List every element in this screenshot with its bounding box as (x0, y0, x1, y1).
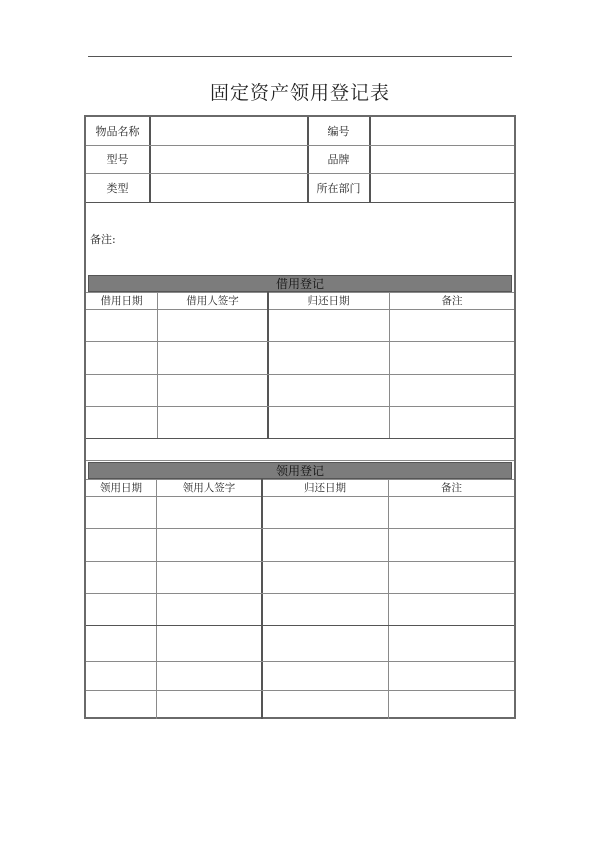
borrow-section-header: 借用登记 (88, 275, 512, 292)
number-field[interactable] (371, 118, 513, 144)
remarks-field[interactable] (126, 207, 510, 271)
borrow-row-line (86, 341, 514, 342)
receive-section-header: 领用登记 (88, 462, 512, 479)
receive-cell[interactable] (158, 497, 260, 527)
model-label: 型号 (106, 153, 129, 166)
receive-cell[interactable] (87, 497, 155, 527)
registration-form (84, 115, 516, 719)
borrow-col-line-3 (389, 292, 390, 438)
type-label: 类型 (106, 181, 129, 195)
dept-field[interactable] (371, 174, 513, 201)
receive-row-line (86, 593, 514, 594)
borrow-col-remarks: 备注 (441, 295, 463, 307)
receive-col-line-1 (156, 479, 157, 719)
receive-col-signature: 领用人签字 (182, 482, 236, 494)
receive-row-line (86, 690, 514, 691)
receive-col-line-2 (261, 479, 263, 719)
model-field[interactable] (151, 146, 306, 172)
borrow-col-line-1 (157, 292, 158, 438)
top-rule (88, 56, 512, 57)
receive-col-return-date: 归还日期 (304, 482, 346, 494)
item-name-field[interactable] (151, 118, 306, 144)
remarks-label: 备注: (90, 233, 116, 246)
brand-field[interactable] (371, 146, 513, 172)
receive-row-line (86, 528, 514, 529)
borrow-col-signature: 借用人签字 (186, 295, 239, 307)
borrow-cell[interactable] (270, 310, 388, 340)
item-name-label: 物品名称 (95, 125, 140, 138)
borrow-row-line (86, 374, 514, 375)
page-title: 固定资产领用登记表 (209, 82, 390, 104)
receive-row-line (86, 561, 514, 562)
receive-col-line-3 (388, 479, 389, 719)
info-bottom-line (86, 202, 514, 203)
borrow-table-bottom (86, 438, 514, 439)
spacer-line (86, 460, 514, 461)
borrow-cell[interactable] (159, 310, 266, 340)
receive-row-line (86, 661, 514, 662)
receive-col-remarks: 备注 (441, 482, 462, 494)
receive-cell[interactable] (390, 497, 513, 527)
receive-row-line (86, 625, 514, 626)
borrow-cell[interactable] (87, 310, 156, 340)
borrow-col-line-2 (267, 292, 269, 438)
borrow-col-date: 借用日期 (100, 295, 143, 307)
number-label: 编号 (327, 125, 350, 138)
type-field[interactable] (151, 174, 306, 201)
receive-cell[interactable] (264, 497, 387, 527)
borrow-row-line (86, 406, 514, 407)
borrow-cell[interactable] (391, 310, 513, 340)
brand-label: 品牌 (327, 153, 350, 166)
receive-col-date: 领用日期 (100, 482, 142, 494)
borrow-col-return-date: 归还日期 (307, 295, 350, 307)
dept-label: 所在部门 (316, 181, 361, 195)
